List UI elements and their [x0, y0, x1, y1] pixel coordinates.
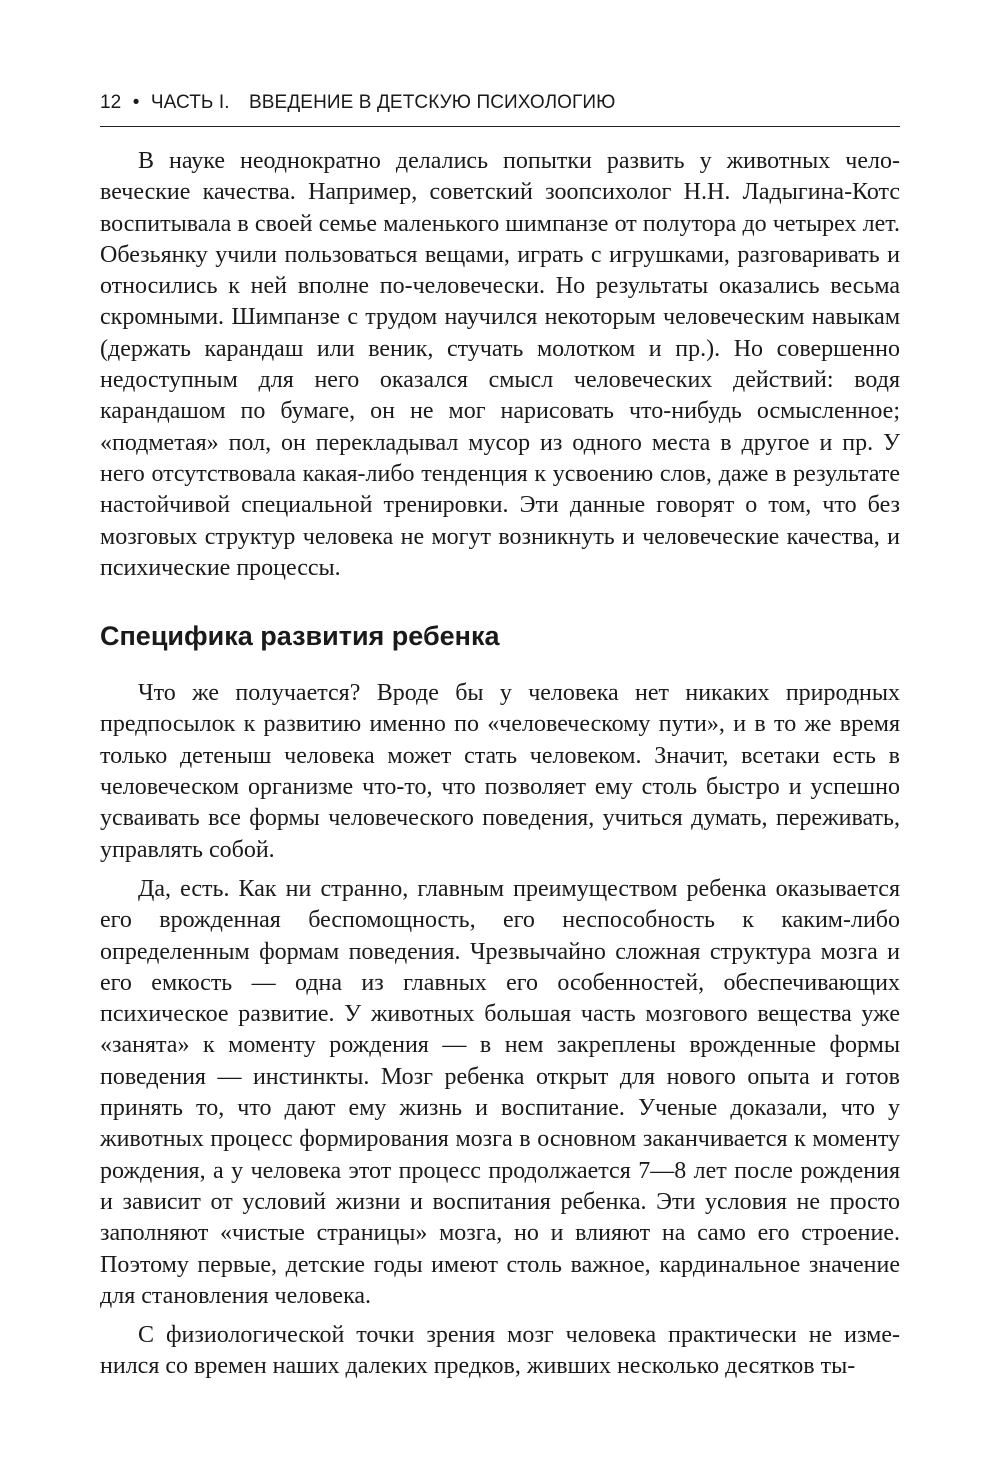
header-bullet: • [132, 92, 140, 113]
page-body [100, 146, 900, 1383]
header-part-label: ЧАСТЬ I. [150, 92, 230, 113]
running-header [100, 92, 900, 127]
paragraph-1: В науке неоднократно делались попытки развить у животных человеческие качества. Например, советский зоопсихолог Н.Н. Ладыгина-Котс воспитывала в своей семье маленького шимпанзе от полутора до четырех лет. Обезьянку учили пользоваться вещами, играть с игрушками, разговаривать и относились к ней вполне по-человечески. Но результаты оказались весьма скромными. Шимпанзе с трудом научился некоторым человеческим навыкам (держать карандаш или веник, стучать молотком и пр.). Но совершенно недоступным для него оказался смысл человеческих действий: водя карандашом по бумаге, он не мог нарисовать что-нибудь осмысленное; «подметая» пол, он перекладывал мусор из одного места в другое и пр. У него отсутствовала какая-либо тенденция к усвоению слов, даже в результате настойчивой специальной тренировки. Эти данные говорят о том, что без мозговых структур человека не могут возникнуть и человеческие качества, и психические процессы. [100, 148, 900, 581]
section-heading: Специфика развития ребенка [100, 621, 500, 652]
paragraph-3: Да, есть. Как ни странно, главным преимуществом ребенка оказывается его врожденная беспомощность, его неспособность к каким-либо определенным формам поведения. Чрезвычайно сложная структура мозга и его емкость — одна из главных его особенностей, обеспечивающих психическое развитие. У животных большая часть мозгового вещества уже «занята» к моменту рождения — в нем закреплены врожденные формы поведения — инстинкты. Мозг ребенка открыт для нового опыта и готов принять то, что дают ему жизнь и воспитание. Ученые доказали, что у животных процесс формирования мозга в основном заканчивается к моменту рождения, а у человека этот процесс продолжается 7—8 лет после рождения и зависит от условий жизни и воспитания ребенка. Эти условия не просто заполняют «чистые страницы» мозга, но и влияют на само его строение. Поэтому первые, детские годы имеют столь важное, кардинальное значение для становления человека. [100, 875, 900, 1309]
paragraph-4: С физиологической точки зрения мозг человека практически не изменился со времен наших далеких предков, живших несколько десятков ты- [100, 1322, 900, 1380]
header-chapter-title: ВВЕДЕНИЕ В ДЕТСКУЮ ПСИХОЛОГИЮ [249, 92, 616, 113]
page-number: 12 [100, 92, 122, 113]
paragraph-2: Что же получается? Вроде бы у человека нет никаких природных предпосылок к развитию именно по «человеческому пути», и в то же время только детеныш человека может стать человеком. Значит, всетаки есть в человеческом организме что-то, что позволяет ему столь быстро и успешно усваивать все формы человеческого поведения, учиться думать, переживать, управлять собой. [100, 680, 900, 863]
